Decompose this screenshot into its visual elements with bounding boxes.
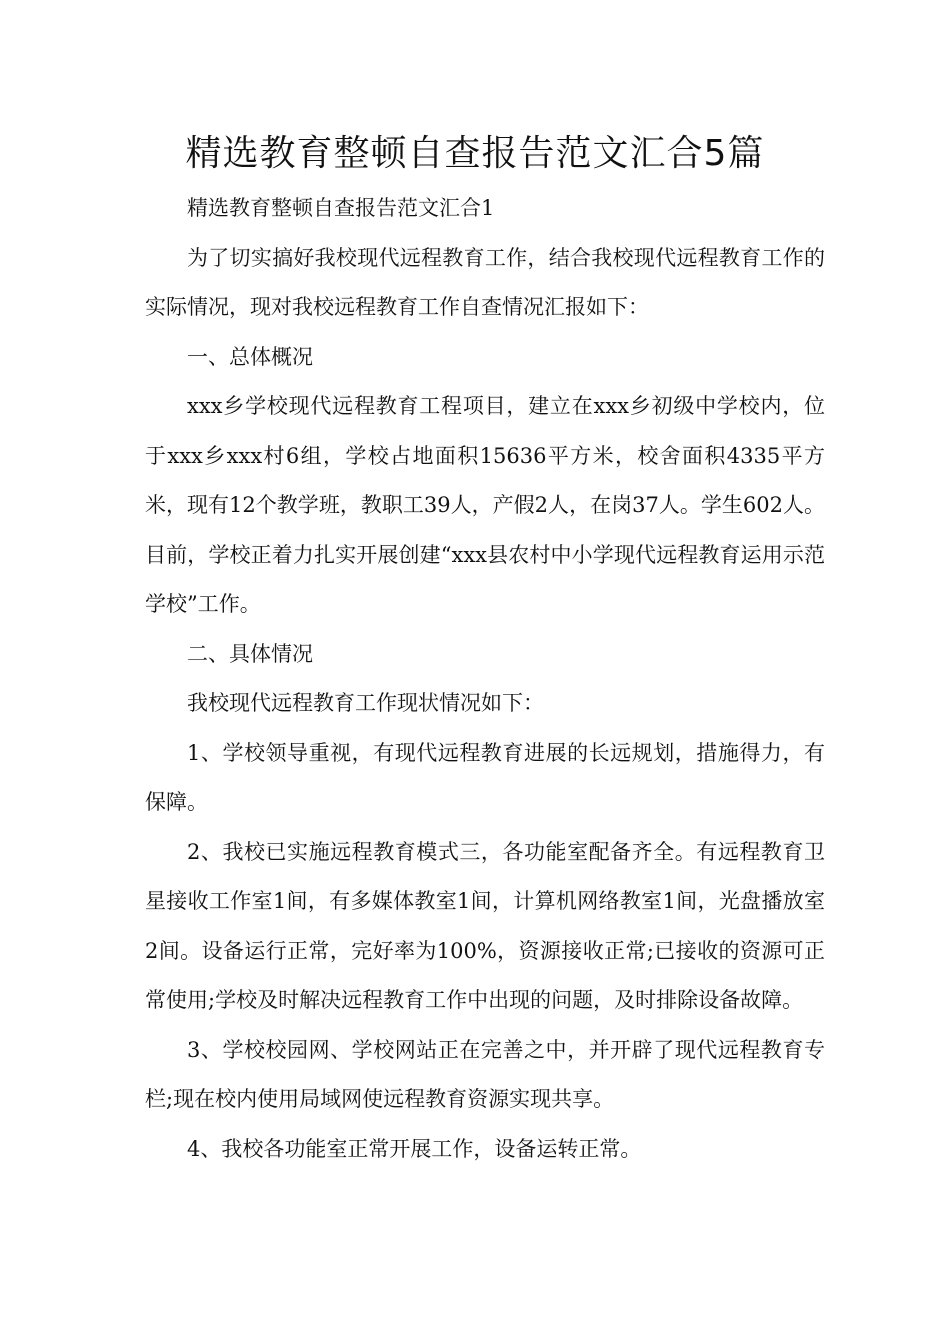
paragraph-intro: 为了切实搞好我校现代远程教育工作，结合我校现代远程教育工作的实际情况，现对我校远程教育工作自查情况汇报如下： (145, 245, 825, 319)
section-heading-overview: 一、总体概况 (187, 344, 313, 369)
paragraph-details-intro: 我校现代远程教育工作现状情况如下： (187, 691, 544, 715)
paragraph-item-4: 4、我校各功能室正常开展工作，设备运转正常。 (187, 1136, 642, 1161)
paragraph-subtitle: 精选教育整顿自查报告范文汇合1 (187, 196, 495, 220)
section-heading-details: 二、具体情况 (187, 641, 313, 666)
document-title: 精选教育整顿自查报告范文汇合5篇 (185, 133, 765, 174)
paragraph-item-2: 2、我校已实施远程教育模式三，各功能室配备齐全。有远程教育卫星接收工作室1间，有多媒体教室1间，计算机网络教室1间，光盘播放室2间。设备运行正常，完好率为100%，资源接收正常;已接收的资源可正常使用;学校及时解决远程教育工作中出现的问题，及时排除设备故障。 (145, 839, 825, 1012)
paragraph-overview: xxx乡学校现代远程教育工程项目，建立在xxx乡初级中学校内，位于xxx乡xxx村6组，学校占地面积15636平方米，校舍面积4335平方米，现有12个教学班，教职工39人，产假2人，在岗37人。学生602人。目前，学校正着力扎实开展创建“xxx县农村中小学现代远程教育运用示范学校”工作。 (145, 394, 825, 616)
document-body (145, 184, 825, 1174)
paragraph-item-1: 1、学校领导重视，有现代远程教育进展的长远规划，措施得力，有保障。 (145, 740, 825, 814)
paragraph-item-3: 3、学校校园网、学校网站正在完善之中，并开辟了现代远程教育专栏;现在校内使用局域网使远程教育资源实现共享。 (145, 1037, 825, 1111)
